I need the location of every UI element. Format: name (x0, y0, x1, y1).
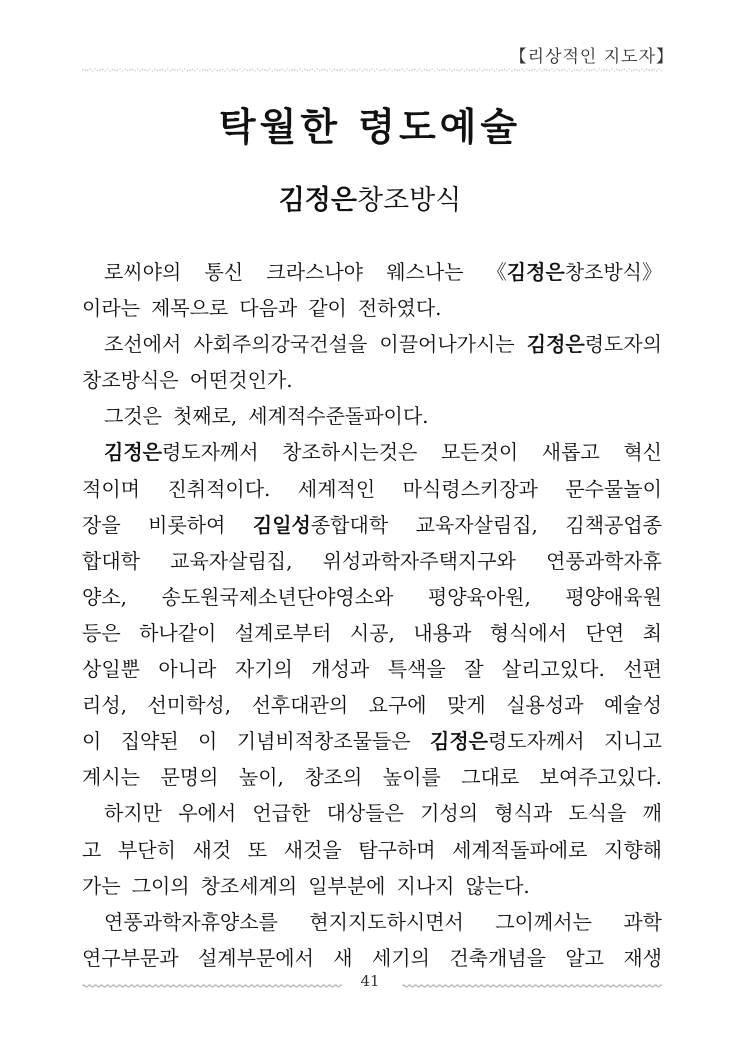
word (235, 651, 293, 687)
word-part: 교육자살림집, (415, 512, 538, 537)
body-line (82, 471, 662, 507)
word-part: 로씨야의 (104, 260, 182, 284)
word-part: 사회주의강국건설을 (193, 332, 368, 357)
word-part: 창조하시는것은 (282, 440, 418, 465)
word (151, 290, 228, 326)
word-part: 그것은 (104, 404, 162, 429)
footer-wavy-line-right (402, 985, 662, 987)
word (333, 940, 352, 976)
word-part: 탐구하며 (358, 837, 436, 862)
word-part: 창조세계의 (200, 873, 298, 898)
word-part: 요구에 (368, 693, 427, 718)
footer-wavy-rule-right (402, 982, 662, 990)
word (170, 543, 292, 579)
word (248, 832, 267, 868)
word-part: 연풍과학자휴양소를 (104, 909, 278, 934)
word-part: 종합대학 (310, 512, 389, 537)
word (193, 832, 232, 868)
word-part: 집약된 (120, 729, 179, 754)
word (82, 832, 101, 868)
word (118, 832, 176, 868)
word-part: 재생 (623, 945, 662, 970)
word (430, 723, 585, 759)
body-line (82, 507, 662, 543)
word-part: 마식령스키장과 (402, 476, 538, 501)
word-part: 세계적수준돌파이다. (248, 404, 429, 429)
word (82, 651, 140, 687)
body-line (82, 615, 662, 651)
word-part: 특색을 (387, 657, 446, 682)
word-part: 첫째로, (172, 404, 238, 429)
word (358, 832, 435, 868)
word-part: 세계적돌파에로 (452, 837, 588, 862)
body-line (82, 326, 662, 362)
body-line (82, 362, 662, 398)
word (565, 940, 604, 976)
word-part: 높이, (238, 765, 284, 790)
word-part: 송도원국제소년단야영소와 (161, 584, 394, 609)
word-part: 비롯하여 (148, 512, 226, 537)
word (506, 687, 583, 723)
word-part: 조선에서 (104, 332, 182, 357)
word (193, 326, 367, 362)
word-part: 양소, (82, 584, 127, 609)
word-part: 기성의 (420, 801, 479, 826)
word (386, 254, 463, 290)
word (248, 398, 428, 434)
word (309, 904, 464, 940)
word (546, 543, 662, 579)
word-part: 문명의 (160, 765, 219, 790)
word (160, 759, 218, 795)
word (82, 579, 127, 615)
word (82, 868, 121, 904)
word-part: 전하였다. (357, 296, 442, 321)
word (239, 759, 284, 795)
word (358, 290, 442, 326)
word (311, 651, 369, 687)
word (82, 687, 127, 723)
word (82, 471, 140, 507)
word-part: 령도자의 (584, 332, 662, 357)
word-part: 제목으로 (150, 296, 229, 321)
word-part: 알고 (565, 945, 604, 970)
word (568, 795, 626, 831)
word-part: 《 (486, 260, 507, 284)
word-part: 높이를 (382, 765, 441, 790)
word-part: 현지지도하시면서 (309, 909, 464, 934)
word-part: 또 (247, 837, 268, 862)
word-part: 설계로부터 (234, 620, 332, 645)
word (308, 290, 347, 326)
word-part: 령도자께서 (161, 440, 259, 465)
word (158, 651, 216, 687)
word (416, 507, 538, 543)
word-part: 지니고 (603, 729, 662, 754)
word (397, 868, 455, 904)
word-part: 시공, (349, 620, 395, 645)
body-line (82, 254, 662, 290)
word (452, 832, 587, 868)
body-line (82, 579, 662, 615)
word (162, 579, 394, 615)
word-part: 새롭고 (541, 440, 600, 465)
word (565, 507, 662, 543)
word-part: 깨 (642, 801, 662, 826)
word-part: 일부분에 (308, 873, 386, 898)
word (104, 904, 278, 940)
word (388, 651, 446, 687)
word-part: 그이께서는 (495, 909, 592, 934)
word (643, 795, 662, 831)
word-part: 평양애육원 (565, 584, 662, 609)
word (82, 290, 140, 326)
word-part: 등은 (82, 620, 121, 645)
word (449, 940, 546, 976)
word (201, 868, 298, 904)
word (266, 254, 363, 290)
word-part: 웨스나는 (386, 260, 464, 284)
word (173, 398, 237, 434)
word-part: 형식에서 (489, 620, 568, 645)
word-part: 새 (333, 945, 353, 970)
word-part: 김책공업종 (565, 512, 662, 537)
word (198, 940, 314, 976)
word-part: 연구부문과 (82, 945, 179, 970)
word (490, 615, 567, 651)
word (253, 507, 388, 543)
word (428, 579, 531, 615)
word-part: 세계적인 (297, 476, 376, 501)
word (284, 832, 342, 868)
word-part: 하지만 (104, 801, 162, 826)
body-line (82, 434, 662, 470)
section-subtitle (0, 178, 740, 217)
word-part: 크라스나야 (266, 260, 363, 284)
word-part: 그이의 (131, 873, 190, 898)
word (190, 362, 293, 398)
word-part: 이 (198, 729, 218, 754)
body-line (82, 290, 662, 326)
word (82, 615, 121, 651)
word-part: 령도자께서 (487, 729, 585, 754)
word (623, 904, 662, 940)
word (308, 868, 385, 904)
body-line (82, 651, 662, 687)
subtitle-name: 김정은 (278, 185, 357, 216)
word (565, 471, 662, 507)
bold-name: 김정은 (104, 440, 162, 465)
word-part: 교육자살림집, (170, 548, 293, 573)
word (447, 687, 486, 723)
word-part: 합대학 (82, 548, 140, 573)
body-text (82, 254, 662, 976)
word (139, 615, 216, 651)
body-line (82, 904, 662, 940)
word-part: 예술성 (603, 693, 662, 718)
word-part: 어떤것인가. (189, 368, 293, 393)
word-part: 세기의 (371, 945, 430, 970)
word (82, 723, 101, 759)
word-part: 살리고있다. (501, 657, 605, 682)
word (542, 434, 600, 470)
word-part: 않는다. (465, 873, 530, 898)
word (604, 723, 662, 759)
word (132, 868, 190, 904)
word-part: 맞게 (447, 693, 486, 718)
word-part: 선후대관의 (251, 693, 349, 718)
word (82, 759, 140, 795)
word (372, 940, 430, 976)
header-wavy-rule (82, 66, 662, 74)
word (565, 579, 662, 615)
word-part: 보여주고있다. (539, 765, 662, 790)
word-part: 다음과 (239, 296, 298, 321)
page-number: 41 (360, 972, 380, 990)
word-part: 지향해 (604, 837, 662, 862)
running-header: 【리상적인 지도자】 (509, 47, 674, 67)
word (304, 759, 362, 795)
word-part: 과학 (623, 909, 662, 934)
word (82, 507, 121, 543)
word (369, 687, 427, 723)
body-line (82, 543, 662, 579)
word-part: 건축개념을 (449, 945, 546, 970)
word-part: 개성과 (311, 657, 370, 682)
word-part: 하나같이 (139, 620, 217, 645)
word-part: 대상들은 (326, 801, 404, 826)
word (403, 471, 538, 507)
word-part: 혁신 (623, 440, 662, 465)
word (350, 615, 395, 651)
word-part: 최 (642, 620, 662, 645)
word (487, 254, 662, 290)
word-part: 장을 (82, 512, 121, 537)
word (604, 687, 662, 723)
word-part: 평양육아원, (427, 584, 531, 609)
body-line (82, 398, 662, 434)
word-part: 상일뿐 (82, 657, 140, 682)
word-part: 같이 (308, 296, 347, 321)
header-wavy-line (82, 69, 662, 71)
word (104, 434, 259, 470)
word-part: 이 (82, 729, 102, 754)
body-line (82, 759, 662, 795)
chapter-title: 탁월한 령도예술 (218, 105, 522, 149)
word (104, 326, 181, 362)
word (494, 795, 552, 831)
word (323, 543, 516, 579)
word (540, 759, 662, 795)
word-part: 문수물놀이 (565, 476, 662, 501)
body-line (82, 940, 662, 976)
word (413, 615, 471, 651)
word (298, 471, 375, 507)
bold-name: 김정은 (526, 332, 585, 357)
word-part: 이라는 (82, 296, 140, 321)
word (623, 940, 662, 976)
word (461, 759, 519, 795)
word-part: 이끌어나가시는 (379, 332, 515, 357)
word (235, 615, 332, 651)
body-line (82, 832, 662, 868)
word (495, 904, 592, 940)
word-part: 새것을 (283, 837, 342, 862)
word (441, 434, 518, 470)
word (178, 795, 236, 831)
word-part: 창조의 (304, 765, 363, 790)
word-part: 지나지 (396, 873, 455, 898)
word-part: 언급한 (252, 801, 311, 826)
word (82, 940, 179, 976)
word-part: 가는 (82, 873, 121, 898)
word (104, 398, 162, 434)
word (239, 290, 297, 326)
word (604, 832, 662, 868)
body-line (82, 795, 662, 831)
word (623, 434, 662, 470)
word-part: 우에서 (178, 801, 237, 826)
word (237, 723, 411, 759)
word-part: 창조방식》 (564, 260, 662, 284)
word (527, 326, 662, 362)
word (198, 723, 217, 759)
word (104, 795, 162, 831)
bold-name: 김정은 (430, 729, 488, 754)
word-part: 창조방식은 (82, 368, 179, 393)
word-part: 자기의 (234, 657, 293, 682)
word (465, 868, 529, 904)
word-part: 그대로 (461, 765, 520, 790)
word-part: 아니라 (158, 657, 217, 682)
subtitle-rest: 창조방식 (356, 185, 462, 216)
word-part: 새것 (192, 837, 232, 862)
word (282, 434, 417, 470)
bold-name: 김정은 (506, 260, 565, 284)
body-line (82, 868, 662, 904)
word-part: 적이며 (82, 476, 140, 501)
word-part: 모든것이 (440, 440, 519, 465)
word (147, 687, 231, 723)
word-part: 계시는 (82, 765, 140, 790)
word (379, 326, 514, 362)
word (205, 254, 244, 290)
word (252, 687, 349, 723)
word-part: 설계부문에서 (197, 945, 314, 970)
bold-name: 김일성 (252, 512, 311, 537)
word (121, 723, 179, 759)
word-part: 통신 (204, 260, 244, 284)
word-part: 단연 (585, 620, 625, 645)
word (420, 795, 478, 831)
word-part: 실용성과 (506, 693, 584, 718)
word-part: 진취적이다. (167, 476, 271, 501)
word (643, 615, 662, 651)
word-part: 잘 (464, 657, 484, 682)
word-part: 부단히 (117, 837, 176, 862)
word (148, 507, 225, 543)
word-part: 리성, (82, 693, 127, 718)
word (82, 362, 179, 398)
body-line (82, 723, 662, 759)
word-part: 위성과학자주택지구와 (322, 548, 516, 573)
word (464, 651, 483, 687)
word-part: 선편 (623, 657, 662, 682)
word (82, 543, 140, 579)
word (623, 651, 662, 687)
word-part: 형식과 (494, 801, 553, 826)
word (586, 615, 625, 651)
word-part: 도식을 (568, 801, 627, 826)
word-part: 고 (82, 837, 102, 862)
word (327, 795, 404, 831)
word (104, 254, 181, 290)
word (167, 471, 270, 507)
word-part: 내용과 (413, 620, 472, 645)
word (252, 795, 310, 831)
body-line (82, 687, 662, 723)
word (383, 759, 441, 795)
word-part: 선미학성, (147, 693, 232, 718)
word-part: 기념비적창조물들은 (236, 729, 411, 754)
word-part: 연풍과학자휴 (546, 548, 662, 573)
word (502, 651, 605, 687)
